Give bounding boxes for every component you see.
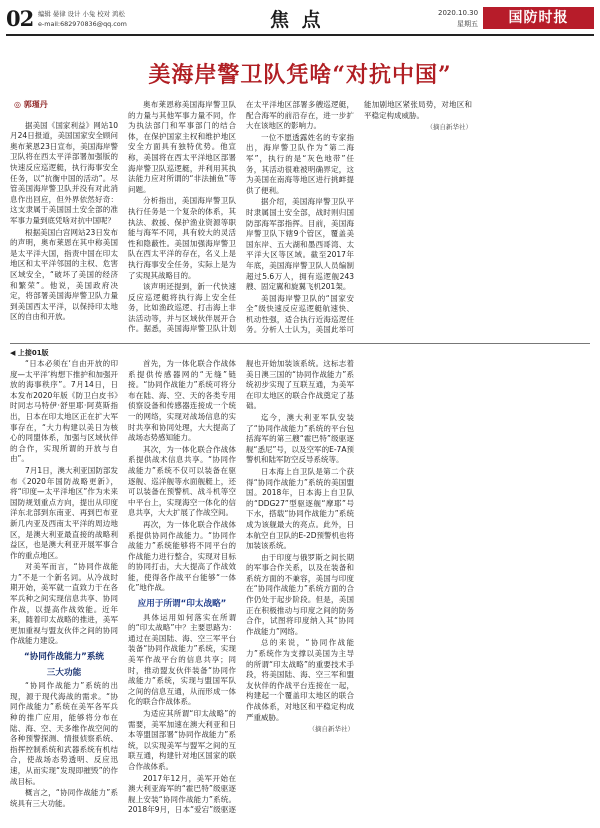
- article-divider: [10, 343, 590, 344]
- email-line: e-mail:682970836@qq.com: [38, 20, 127, 28]
- source-note: （摘自新华社）: [426, 123, 472, 132]
- paragraph: 对美军而言，“协同作战能力”不是一个新名词。从冷战时期开始，美军就一直致力于在各军兵种之间实现信息共享、协同作战，以提高作战效能。近年来，随着印太战略的推进，美军更加重视与盟友伙伴之间的协同作战能力建设。: [10, 562, 118, 646]
- paragraph: 再次，为一体化联合作战体系提供协同作战能力。“协同作战能力”系统能够将不同平台的作战能力进行整合，实现对目标的协同打击，大大提高了作战效能，使得各作战平台能够“一体化”地作战。: [128, 519, 236, 593]
- article-2-body: [10, 359, 590, 821]
- paragraph: “协同作战能力”系统的出现，源于现代海战的需求。“协同作战能力”系统在美军各军兵种的推广应用，能够将分布在陆、海、空、天多维作战空间的各种预警探测、情报侦察系统、指挥控制系统和武器系统有机结合，使战场态势透明、反应迅速，从而实现“发现即摧毁”的作战目标。: [10, 681, 118, 786]
- paragraph: 该声明还提到，新一代快速反应巡逻艇将执行海上安全任务，比如渔政巡逻、打击海上非法活动等，并与区域伙伴展开合作。据悉，美国海岸警卫队计划在太平洋地区部署多艘巡逻艇，配合海军的前沿存在，进一步扩大在该地区的影响力。: [128, 100, 354, 334]
- page-number: 02: [6, 6, 34, 31]
- paragraph: 7月1日，澳大利亚国防部发布《2020年国防战略更新》，将“印度—太平洋地区”作为未来国防规划重点方向，提出从印度洋东北部到东南亚、再到巴布亚新几内亚及西南太平洋的周边地区，是澳大利亚最直接的战略利益区，也是澳大利亚开展军事合作的重点地区。: [10, 465, 118, 560]
- paragraph: 首先，为一体化联合作战体系提供传感器网的“无缝”链接。“协同作战能力”系统可将分布在陆、海、空、天的各类专用侦察设备和传感器连接成一个统一的网络，实现对战场信息的实时共享和协同处理，大大提高了战场态势感知能力。: [128, 359, 236, 443]
- paragraph: 具体运用如何落实在所谓的“印太战略”中？主要思路为：通过在美国陆、海、空三军平台装备“协同作战能力”系统，实现美军作战平台的信息共享；同时，推动盟友伙伴装备“协同作战能力”系统，实现与盟国军队之间的信息互通，从而形成一体化的联合作战体系。: [128, 612, 236, 707]
- editor-credits: [38, 9, 127, 29]
- paragraph: 由于印度与俄罗斯之间长期的军事合作关系，以及在装备和系统方面的不兼容，美国与印度在“协同作战能力”系统方面的合作仍处于起步阶段。但是，美国正在积极推动与印度之间的防务合作，试图将印度纳入其“协同作战能力”网络。: [246, 552, 354, 636]
- paragraph: 分析指出，美国海岸警卫队执行任务是一个复杂的体系，其执法、救援、保护渔业资源等职能与海军不同，具有较大的灵活性和隐蔽性。美国加强海岸警卫队在西太平洋的存在，名义上是执行海事安全任务，实际上是为了实现其战略目的。: [128, 196, 236, 280]
- continued-from-marker: ◀ 上接01版: [10, 349, 49, 357]
- subheading: 三大功能: [46, 667, 82, 678]
- paragraph: 美国海岸警卫队的“国家安全”级快速反应巡逻艇航速快、机动性强，适合执行近海巡逻任务。分析人士认为，美国此举可能加剧地区紧张局势，对地区和平稳定构成威胁。: [246, 100, 472, 335]
- source-note: （摘自新华社）: [308, 725, 354, 734]
- paragraph: 总的来说，“协同作战能力”系统作为支撑以美国为主导的所谓“印太战略”的重要技术手段，将美国陆、海、空三军和盟友伙伴的作战平台连接在一起，构建起一个覆盖印太地区的联合作战体系，对地区和平稳定构成严重威胁。: [246, 638, 354, 722]
- paragraph: 概言之，“协同作战能力”系统具有三大功能。: [10, 788, 118, 808]
- issue-date: [438, 8, 478, 30]
- paragraph: 日本海上自卫队是第二个获得“协同作战能力”系统的美国盟国。2018年，日本海上自卫队的“DDG27”型驱逐舰“摩耶”号下水，搭载“协同作战能力”系统成为该舰最大的亮点。此外，日本航空自卫队的E-2D预警机也将加装该系统。: [246, 466, 354, 551]
- paragraph: 据介绍，美国海岸警卫队平时隶属国土安全部，战时则归国防部海军部指挥。目前，美国海岸警卫队下辖9个管区，覆盖美国东岸、五大湖和墨西哥湾、太平洋大区等区域。截至2017年年底，美国海岸警卫队人员编制超过5.6万人，拥有巡逻舰243艘、固定翼和旋翼飞机201架。: [246, 197, 354, 292]
- paragraph: 为适应其所谓“印太战略”的需要，美军加速在澳大利亚和日本等盟国部署“协同作战能力”系统，以实现美军与盟军之间的互联互通，构建针对地区国家的联合作战体系。: [128, 709, 236, 771]
- paragraph: 2017年12月，美军开始在澳大利亚海军的“霍巴特”级驱逐舰上安装“协同作战能力”系统。2018年9月，日本“爱宕”级驱逐舰也开始加装该系统。这标志着美日澳三国的“协同作战能力”系统初步实现了互联互通，为美军在印太地区的联合作战奠定了基础。: [128, 359, 354, 815]
- masthead: [6, 4, 594, 34]
- byline: ◎ 郭瑾丹: [14, 100, 48, 109]
- masthead-rule: [6, 34, 594, 36]
- subheading: “协同作战能力”系统: [23, 652, 105, 663]
- paragraph: “日本必须在‘自由开放的印度—太平洋’构想下推护和加强开放的海事秩序”。7月14日，日本发布2020年版《防卫白皮书》时同志马特伊·舒里耶·阿莫斯指出，日本在印太地区正在扩大军事存在，“大力构建以美日为核心的同盟体系，加强与区域伙伴的合作，实现所谓的开放与自由”。: [10, 359, 118, 464]
- paragraph: 根据美国白宫网站23日发布的声明，奥布莱恩在其中称美国是太平洋大国，指责中国在印太地区和太平洋邻国的主权、危害区域安全，“破坏了美国的经济和繁荣”。他说，美国政府决定，将部署美国海岸警卫队力量到美国西太平洋，以保持印太地区的自由和开放。: [10, 227, 118, 322]
- paragraph: 一位不愿透露姓名的专家指出，海岸警卫队作为“第二海军”，执行的是“灰色地带”任务，其活动很难被明确界定，这为美国在南海等地区进行挑衅提供了便利。: [246, 132, 354, 195]
- date-text: 2020.10.30: [438, 9, 479, 17]
- weekday-text: 星期五: [457, 20, 478, 28]
- section-title: 焦 点: [270, 9, 324, 31]
- article-1-body: [10, 100, 590, 340]
- paragraph: 其次，为一体化联合作战体系提供战术信息共享。“协同作战能力”系统不仅可以装备在驱逐舰、巡洋舰等水面舰艇上，还可以装备在预警机、战斗机等空中平台上，实现海空一体化的信息共享，大大扩展了作战空间。: [128, 444, 236, 518]
- subheading: 应用于所谓“印太战略”: [137, 599, 227, 610]
- paragraph: 迄今，澳大利亚军队安装了“协同作战能力”系统的平台包括海军的第三艘“霍巴特”级驱逐舰“悉尼”号，以及空军的E-7A预警机和陆军防空反导系统等。: [246, 412, 354, 465]
- article-headline: 美海岸警卫队凭啥“对抗中国”: [148, 62, 452, 88]
- paragraph: 奥布莱恩称美国海岸警卫队的力量与其他军事力量不同，作为执法部门和军事部门的结合体，在保护国家主权和维护地区安全方面具有独特优势。他宣称，美国将在西太平洋地区部署海岸警卫队巡逻艇，并利用其执法能力应对所谓的“非法捕鱼”等问题。: [128, 100, 236, 194]
- paragraph: 据美国《国家利益》网站10月24日报道，美国国家安全顾问奥布莱恩23日宣布，美国海岸警卫队将在西太平洋部署加强版的快速反应巡逻艇，执行海事安全任务，以“抗衡中国的活动”。尽管美国海岸警卫队并没有对此消息作出回应，但外界依然好奇：这支隶属于美国国土安全部的准军事力量到底凭啥对抗中国呢？: [10, 120, 118, 225]
- newspaper-logo: 国防时报: [483, 7, 594, 29]
- editor-line: 编辑 晏律 设计 小兔 校对 鸿松: [38, 10, 125, 18]
